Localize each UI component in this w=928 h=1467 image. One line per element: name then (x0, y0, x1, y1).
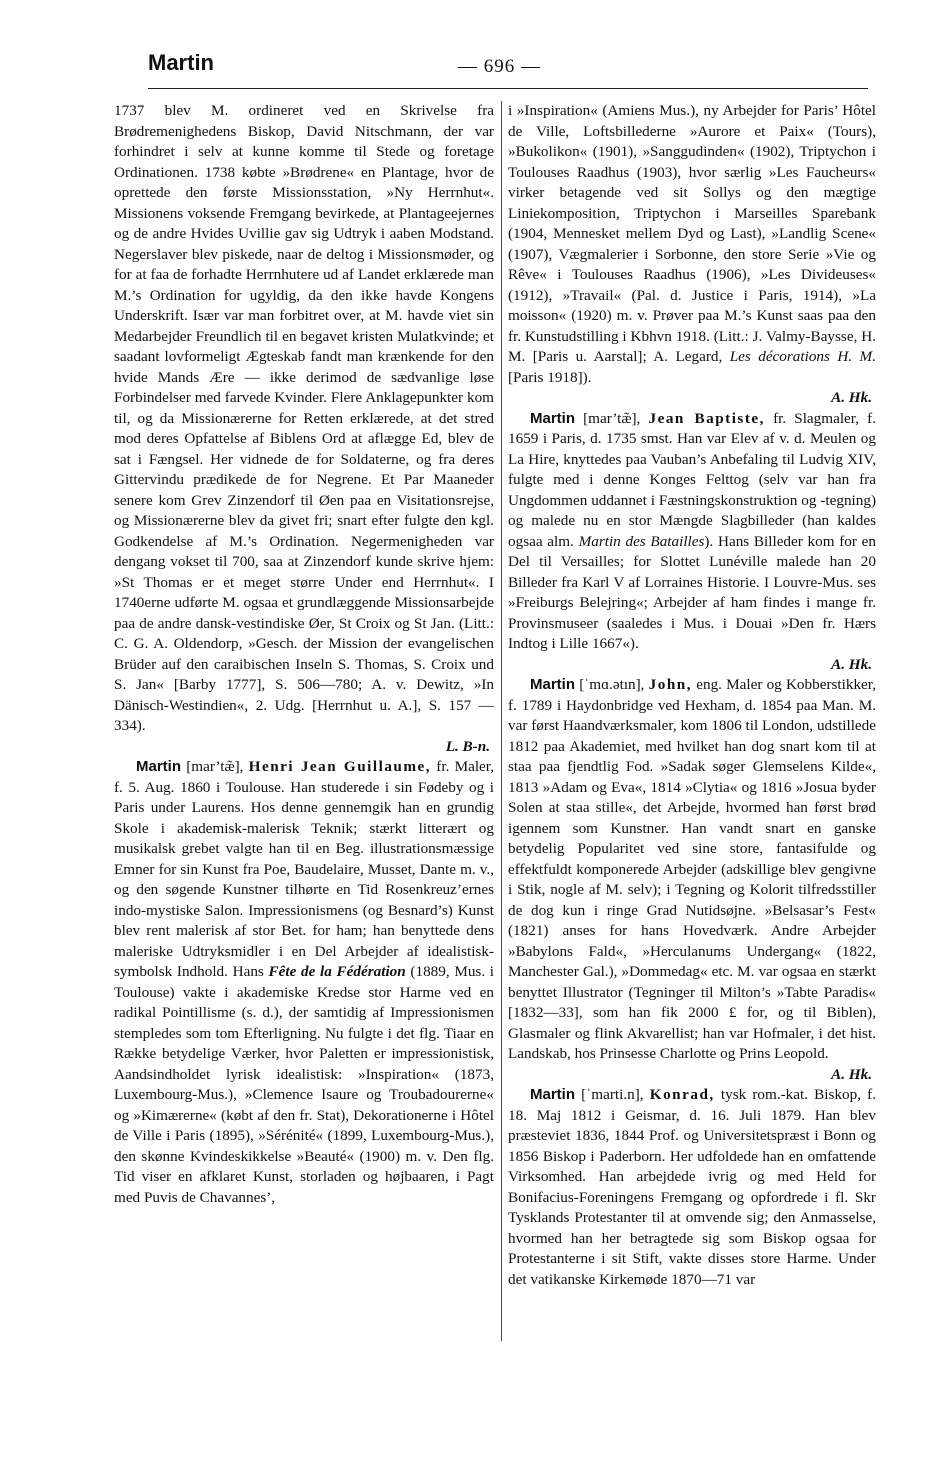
page-number: — 696 — (458, 56, 541, 77)
left-column (114, 101, 494, 1341)
author-signature: A. Hk. (831, 389, 872, 406)
work-title: Fête de la Fédération (268, 963, 406, 980)
author-signature: A. Hk. (831, 655, 872, 673)
entry-martin-henri (114, 757, 494, 1208)
entry-text: eng. Maler og Kobberstikker, f. 1789 i Haydonbridge ved Hexham, d. 1854 paa Man. M. var først Haandværksmaler, kom 1806 til London, udstillede 1812 paa Akademiet, med hvilket han dog snart kom til at staa paa fjendtlig Fod. »Sadak søger Glemselens Kilde«, 1813 »Adam og Eva«, 1814 »Clytia« og 1816 »Josua byder Solen at staa stille«, det Arbejde, hvormed han først brød igennem som Kunstner. Han vandt snart en ganske betydelig Popularitet ved sine store, fantasifulde og effektfuldt komponerede Arbejder (adskillige blev gengivne i Stik, nogle af M. selv); i Tegning og Kolorit tilfredsstiller de dog kun i ringe Grad Nutidsøjne. »Belsasar’s Fest« (1821) anses for hans Hovedværk. Andre Arbejder »Babylons Fald«, »Herculanums Undergang« (1822, Manchester Gal.), »Dommedag« etc. M. var ogsaa en stærkt benyttet Illustrator (Tegninger til Milton’s »Tabte Paradis« [1832—33], som han fik 2000 £ for, og til Biblen), Glasmaler og flink Akvarellist; han var Hofmaler, i det hist. Landskab, hos Prinsesse Charlotte og Prins Leopold. (508, 676, 876, 1062)
pronunciation: [ˈmarti.n], (581, 1086, 644, 1103)
pronunciation: [mar’tæ̃], (186, 758, 244, 775)
entry-headword: Martin (136, 758, 181, 775)
work-title: Les décorations H. M. (729, 348, 876, 365)
entry-headword: Martin (530, 409, 575, 427)
column-divider (501, 101, 502, 1341)
running-headword: Martin (148, 50, 214, 75)
pronunciation: [mar’tæ̃], (583, 409, 641, 427)
entry-text: (1889, Mus. i Toulouse) vakte i akademiske Kredse stor Harme ved en radikal Pointillisme (s. d.), der samtidig af Impressionismen stempledes som tom Efterligning. Nu fulgte i det flg. Tiaar en Række betydelige Værker, hvor Paletten er impressionistisk, Aandsindholdet lyrisk idealistisk: »Inspiration« (1873, Luxembourg-Mus.), »Clemence Isaure og Troubadourerne« og »Kimærerne« (købt af den fr. Stat), Dekorationerne i Hôtel de Ville i Paris (1895), »Sérénité« (1899, Luxembourg-Mus.), den skønne Kvindeskikkelse »Beauté« (1900) m. v. Den flg. Tid viser en afklaret Kunst, storladen og højbaaren, i Pagt med Puvis de Chavannes’, (114, 963, 494, 1206)
entry-name: John, (648, 676, 693, 693)
pronunciation: [ˈmɑ.ətın], (579, 676, 645, 693)
entry-continuation-text: 1737 blev M. ordineret ved en Skrivelse fra Brødremenighedens Biskop, David Nitschmann, der var forhindret i selv at kunne komme til Stede og foretage Ordinationen. 1738 købte »Brødrene« en Plantage, hvor de oprettede den første Missionsstation, »Ny Herrnhut«. Missionens voksende Fremgang bevirkede, at Plantageejernes og de andre Hvides Uvillie gav sig Udtryk i aaben Modstand. Negerslaver blev piskede, naar de deltog i Missionsmøder, og for at faa de forhadte Herrnhutere ud af Landet erklærede man M.’s Ordination for ugyldig, da den ikke havde Kongens Underskrift. Især var man forbitret over, at M. havde viet sin Medarbejder Freundlich til en begavet kristen Mulatkvinde; et saadant lovformeligt Ægteskab fandt man krænkende for den hvide Mands Ære — ikke derimod de sædvanlige løse Forbindelser med farvede Kvinder. Flere Anklagepunkter kom til, og da Missionærerne for Retten erklærede, at det stred mod deres Opfattelse af Biblens Ord at aflægge Ed, blev de sat i Fængsel. Her vidnede de for Soldaterne, og fra deres Gittervindu prædikede de for Negrene. Et Par Maaneder senere kom Grev Zinzendorf til Øen paa en Visitationsrejse, og Missionærerne blev da givet fri; snart efter fulgte den kgl. Godkendelse af M.’s Ordination. Negermenigheden var dengang vokset til 700, saa at Zinzendorf kunde skrive hjem: »St Thomas er et meget større Under end Herrnhut«. I 1740erne udførte M. ogsaa et grundlæggende Missionsarbejde paa de andre dansk-vestindiske Øer, St Croix og St Jan. (Litt.: C. G. A. Oldendorp, »Gesch. der Mission der evangelischen Brüder auf den caraibischen Inseln S. Thomas, S. Croix und S. Jan« [Barby 1777], S. 506—780; A. v. Dewitz, »In Dänisch-Westindien«, 2. Udg. [Herrnhut u. A.], S. 157 —334). L. B-n. (114, 101, 494, 757)
entry-name: Henri Jean Guillaume, (248, 758, 432, 775)
header-rule (148, 88, 868, 89)
entry-martin-jean-baptiste: Martin [mar’tæ̃], Jean Baptiste, fr. Slagmaler, f. 1659 i Paris, d. 1735 smst. Han var Elev af v. d. Meulen og La Hire, knyttedes paa Vauban’s Anbefaling til Ludvig XIV, fulgte med i denne Konges Felttog (selv var han fra Ungdommen uddannet i Fæstningskonstruktion og -tegning) og malede nu en stor Mængde Slagbilleder (han kaldes ogsaa alm. Martin des Batailles). Hans Billeder kom for en Del til Versailles; for Slottet Lunéville malede han 20 Billeder fra Karl V af Lorraines Historie. I Louvre-Mus. ses »Freiburgs Belejring«; Arbejder af ham findes i mange fr. Provinsmuseer (saaledes i Mus. i Douai »Den fr. Hærs Indtog i Lille 1667«). A. Hk. (508, 409, 876, 676)
entry-headword: Martin (530, 676, 575, 693)
nickname: Martin des Batailles (578, 532, 705, 550)
entry-martin-konrad (508, 1085, 876, 1290)
entry-continuation-text: i »Inspiration« (Amiens Mus.), ny Arbejder for Paris’ Hôtel de Ville, Loftsbillederne »Aurore et Paix« (Tours), »Bukolikon« (1901), »Sanggudinden« (1902), Triptychon i Toulouses Raadhus (1903), hvor særlig »Les Faucheurs« virker betagende ved sit Sollys og den mægtige Liniekomposition, Triptychon i Marseilles Sparebank (1904, Mennesket mellem Dyd og Last), »Landlig Scene« (1907), Vægmalerier i Sorbonne, den store Serie »Vie og Rêve« i Toulouses Raadhus (1906), »Les Divideuses« (1912), »Travail« (Pal. d. Justice i Paris, 1914), »La moisson« (1920) m. v. Prøver paa M.’s Kunst saas paa den fr. Kunstudstilling i Kbhvn 1918. (Litt.: J. Valmy-Baysse, H. M. [Paris u. Aarstal]; A. Legard, Les décorations H. M. [Paris 1918]). A. Hk. (508, 101, 876, 409)
right-column (508, 101, 876, 1341)
author-signature: A. Hk. (831, 1065, 872, 1083)
entry-name: Jean Baptiste, (648, 409, 765, 427)
entry-text: fr. Maler, f. 5. Aug. 1860 i Toulouse. Han studerede i sin Fødeby og i Paris under Laurens. Hos denne gennemgik han en grundig Skole i akademisk-malerisk Teknik; stærkt litterært og musikalsk grebet valgte han til en Beg. illustrationsmæssige Emner for sin Kunst fra Poe, Baudelaire, Musset, Dante m. v., og den søgende Kunstner tilhørte en Tid Rosenkreuz’ernes indo-mystiske Salon. Impressionismens (og Besnard’s) Kunst blev rent malerisk af stor Bet. for ham; han benyttede dens maleriske Udtryksmidler i en Del Arbejder af idealistisk-symbolsk Indhold. Hans (114, 758, 494, 980)
entry-text: tysk rom.-kat. Biskop, f. 18. Maj 1812 i Geismar, d. 16. Juli 1879. Han blev præsteviet 1836, 1844 Prof. og Universitetspræst i Bonn og 1856 Biskop i Paderborn. Her udfoldede han en omfattende Virksomhed. Han arbejdede ivrig og med Held for Bonifacius-Foreningens Fremgang og opfordrede i fl. Skr Tysklands Protestanter til at omvende sig; den Anmasselse, hvormed han her betragtede sig som Biskop ogsaa for Protestanterne i sit Stift, vakte disses store Harme. Under det vatikanske Kirkemøde 1870—71 var (508, 1086, 876, 1288)
entry-martin-john (508, 675, 876, 1085)
entry-text: fr. Slagmaler, f. 1659 i Paris, d. 1735 smst. Han var Elev af v. d. Meulen og La Hire, knyttedes paa Vauban’s Anbefaling til Ludvig XIV, fulgte med i denne Konges Felttog (selv var han fra Ungdommen uddannet i Fæstningskonstruktion og -tegning) og malede nu en stor Mængde Slagbilleder (han kaldes ogsaa alm. (508, 409, 876, 550)
page-header (148, 50, 868, 90)
entry-headword: Martin (530, 1086, 575, 1103)
entry-name: Konrad, (649, 1086, 715, 1103)
author-signature: L. B-n. (445, 737, 490, 755)
